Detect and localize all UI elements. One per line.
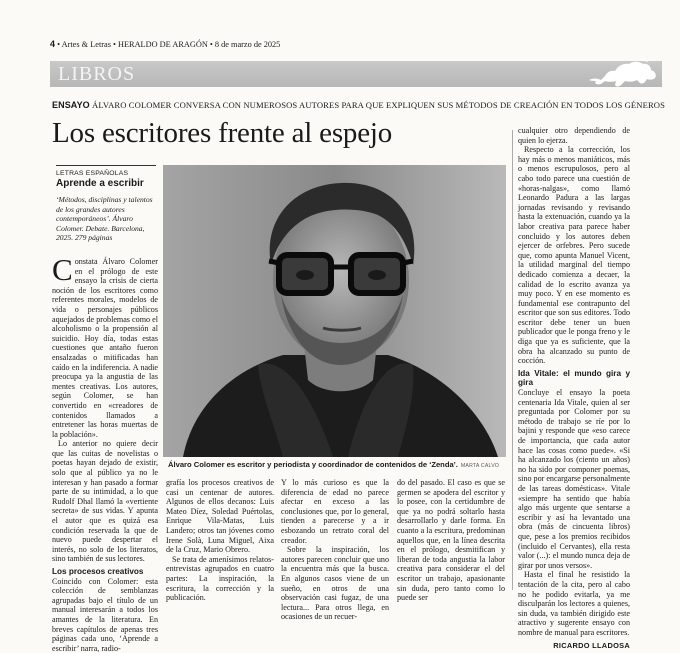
paragraph: cualquier otro dependiendo de quien lo ejerza.	[518, 126, 630, 145]
photo-credit: MARTA CALVO	[460, 463, 500, 469]
kicker-tag: ENSAYO	[52, 100, 90, 110]
paragraph: do del pasado. El caso es que se germen se apodera del escritor y lo posee, con la certidumbre de que ya no podrá soltarlo hasta desarrollarlo y darle forma. En cuanto a la escritura, predominan aquellos que, en la línea descrita en el prólogo, desmitifican y liberan de toda angustia la labor creativa para considerar el del escritor un trabajo, apasionante sin duda, pero tanto como lo puede ser	[397, 478, 505, 603]
portrait-illustration	[163, 165, 506, 457]
photo-caption	[168, 460, 508, 469]
caption-text: Álvaro Colomer es escritor y periodista y coordinador de contenidos de ‘Zenda’.	[168, 460, 458, 469]
article-column-5	[518, 126, 630, 651]
running-head-section: • Artes & Letras • HERALDO DE ARAGÓN • 8 de marzo de 2025	[57, 40, 281, 49]
article-column-4	[397, 478, 505, 603]
book-category: LETRAS ESPAÑOLAS	[56, 170, 129, 177]
kicker	[52, 100, 665, 110]
column-divider	[512, 130, 513, 590]
section-label: LIBROS	[58, 63, 136, 85]
paragraph: Constata Álvaro Colomer en el prólogo de este ensayo la crisis de cierta noción de los escritores como referentes morales, modelos de vida o personajes públicos aquejados de problemas como el alcoholismo o la propensión al suicidio. Hoy día, todas estas cuestiones que antaño fueron ensalzadas o mitificadas han caído en la indiferencia. A nadie preocupa ya la angustia de las mentes creativas. Los autores, según Colomer, se han convertido en «creadores de contenidos llamados a entretener las horas muertas de la población».	[52, 252, 158, 439]
kicker-text: ÁLVARO COLOMER CONVERSA CON NUMEROSOS AUTORES PARA QUE EXPLIQUEN SUS MÉTODOS DE CREACIÓN EN TODOS LOS GÉNEROS	[92, 100, 665, 110]
paragraph: Y lo más curioso es que la diferencia de edad no parece afectar en exceso a las conclusiones que, por lo general, tienden a parecerse y a ir esbozando un retrato coral del creador.	[281, 478, 389, 545]
headline: Los escritores frente al espejo	[52, 117, 393, 149]
subheading: Ida Vitale: el mundo gira y gira	[518, 368, 630, 388]
drop-cap: C	[52, 252, 73, 287]
article-column-2	[166, 478, 274, 603]
paragraph: Concluye el ensayo la poeta centenaria Ida Vitale, quien al ser preguntada por Colomer por su método de trabajo se ríe por lo bajini y responde que «eso carece de importancia, que cada autor hace las cosas como puede». «Si ha alcanzado los (ciento un años) no ha sido por componer poemas, sino por encargarse personalmente de las tareas domésticas». Vitale «siempre ha sentido que había algo más urgente que sentarse a escribir y así ha levantado una obra (más de cincuenta libros) que, pese a los premios recibidos (incluido el Cervantes), ella resta valor (...): el mundo nunca deja de girar por unos versos».	[518, 388, 630, 570]
paragraph: Sobre la inspiración, los autores parecen concluir que uno la encuentra más que la busca. En algunos casos viene de un sueño, en otros de una observación casi fugaz, de una lectura... Para otros llega, en ocasiones de un recuer-	[281, 545, 389, 622]
book-info-box	[56, 165, 156, 243]
book-box-top-rule	[56, 165, 156, 166]
author-photo	[163, 165, 506, 457]
paragraph: Coincido con Colomer: esta colección de semblanzas agrupadas bajo el título de un manual interesarán a todos los amantes de la literatura. En breves capítulos de apenas tres páginas cada uno, ‘Aprende a escribir’ narra, radio-	[52, 576, 158, 653]
book-title: Aprende a escribir	[56, 178, 144, 189]
section-bar	[50, 61, 662, 87]
book-reference: ‘Métodos, disciplinas y talentos de los grandes autores contemporáneos’. Álvaro Colomer. Debate. Barcelona, 2025. 279 páginas	[56, 195, 153, 243]
running-head	[50, 39, 280, 49]
paragraph: grafía los procesos creativos de casi un centenar de autores. Algunos de ellos decanos: Luis Mateo Díez, Soledad Puértolas, Enrique Vila-Matas, Luis Landero; otros tan jóvenes como Irene Solà, Luna Miguel, Aixa de la Cruz, Mario Obrero.	[166, 478, 274, 555]
article-column-3	[281, 478, 389, 622]
paragraph: Se trata de amenísimos relatos-entrevistas agrupados en cuatro partes: La inspiración, la escritura, la corrección y la publicación.	[166, 554, 274, 603]
lion-icon	[585, 58, 659, 90]
subheading: Los procesos creativos	[52, 567, 144, 576]
paragraph: Respecto a la corrección, los hay más o menos maniáticos, más o menos escrupulosos, pero al cabo todo parece una cuestión de «horas-nalgas», como llamó Leonardo Padura a las largas jornadas revisando y revisando hasta la extenuación, cuando ya la labor creativa para parece haber concluido y los autores deben ejercer de orfebres. Pero sucede que, como apunta Manuel Vicent, la utilidad marginal del tiempo dedicado comienza a decaer, la calidad de lo escrito avanza ya muy poco. Y en ese momento es fundamental ese contrapunto del escritor que son sus editores. Todo escritor debe tener un buen publicador que le ponga freno y le diga que ya es suficiente, que la obra ha alcanzado su punto de cocción.	[518, 145, 630, 366]
paragraph: Lo anterior no quiere decir que las cuitas de novelistas o poetas hayan dejado de existir, solo que al público ya no le interesan y han pasado a formar parte de su intimidad, a lo que Rudolf Dhal llamó la «vertiente secreta» de sus vidas. Y apunta el autor que es quizá esa condición reservada la que de nuevo puede despertar el interés, no solo de los literatos, sino también de sus lectores.	[52, 439, 158, 564]
author-signature: RICARDO LLADOSA	[553, 641, 630, 651]
article-column-1	[52, 252, 158, 653]
page-number: 4	[50, 39, 56, 49]
paragraph: Hasta el final he resistido la tentación de la cita, pero al cabo no he podido evitarla, ya me disculparán los lectores a quienes, sin duda, va también dirigido este atractivo y sugerente ensayo con nombre de manual para escritores.	[518, 570, 630, 637]
